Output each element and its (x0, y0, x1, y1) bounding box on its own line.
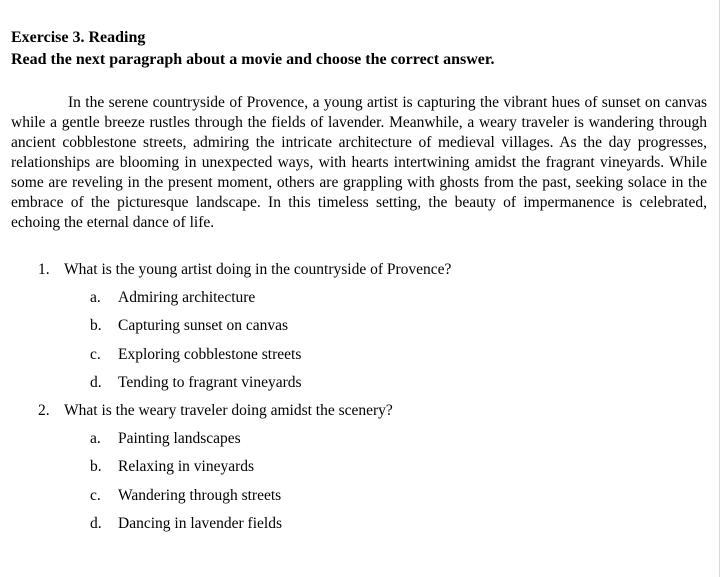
option-text: Admiring architecture (118, 289, 256, 306)
option-2d (90, 515, 282, 533)
option-1c (90, 346, 301, 364)
option-letter: d. (90, 515, 102, 532)
option-letter: c. (90, 346, 101, 363)
option-1b (90, 317, 288, 335)
option-letter: d. (90, 374, 102, 391)
question-text: What is the young artist doing in the countryside of Provence? (64, 261, 452, 278)
option-letter: a. (90, 430, 101, 447)
option-1d (90, 374, 302, 392)
option-text: Dancing in lavender fields (118, 515, 282, 532)
option-letter: b. (90, 458, 102, 475)
option-text: Exploring cobblestone streets (118, 346, 302, 363)
question-text: What is the weary traveler doing amidst the scenery? (64, 402, 393, 419)
reading-paragraph: In the serene countryside of Provence, a young artist is capturing the vibrant hues of sunset on canvas while a gentle breeze rustles through the fields of lavender. Meanwhile, a weary traveler is wandering through ancient cobblestone streets, admiring the intricate architecture of medieval villages. As the day progresses, relationships are blooming in unexpected ways, with hearts intertwining amidst the fragrant vineyards. While some are reveling in the present moment, others are grappling with ghosts from the past, seeking solace in the embrace of the picturesque landscape. In this timeless setting, the beauty of impermanence is celebrated, echoing the eternal dance of life. (11, 94, 707, 231)
option-text: Painting landscapes (118, 430, 241, 447)
option-2c (90, 487, 281, 505)
question-2 (38, 402, 393, 420)
option-letter: a. (90, 289, 101, 306)
option-2b (90, 458, 254, 476)
option-text: Capturing sunset on canvas (118, 317, 289, 334)
question-number: 2. (38, 402, 50, 419)
option-text: Tending to fragrant vineyards (118, 374, 302, 391)
option-text: Wandering through streets (118, 487, 282, 504)
question-number: 1. (38, 261, 50, 278)
option-letter: b. (90, 317, 102, 334)
exercise-title: Exercise 3. Reading (11, 29, 146, 46)
option-letter: c. (90, 487, 101, 504)
option-text: Relaxing in vineyards (118, 458, 255, 475)
question-1 (38, 261, 451, 279)
instruction-text: Read the next paragraph about a movie and choose the correct answer. (11, 51, 495, 68)
option-1a (90, 289, 255, 307)
option-2a (90, 430, 241, 448)
